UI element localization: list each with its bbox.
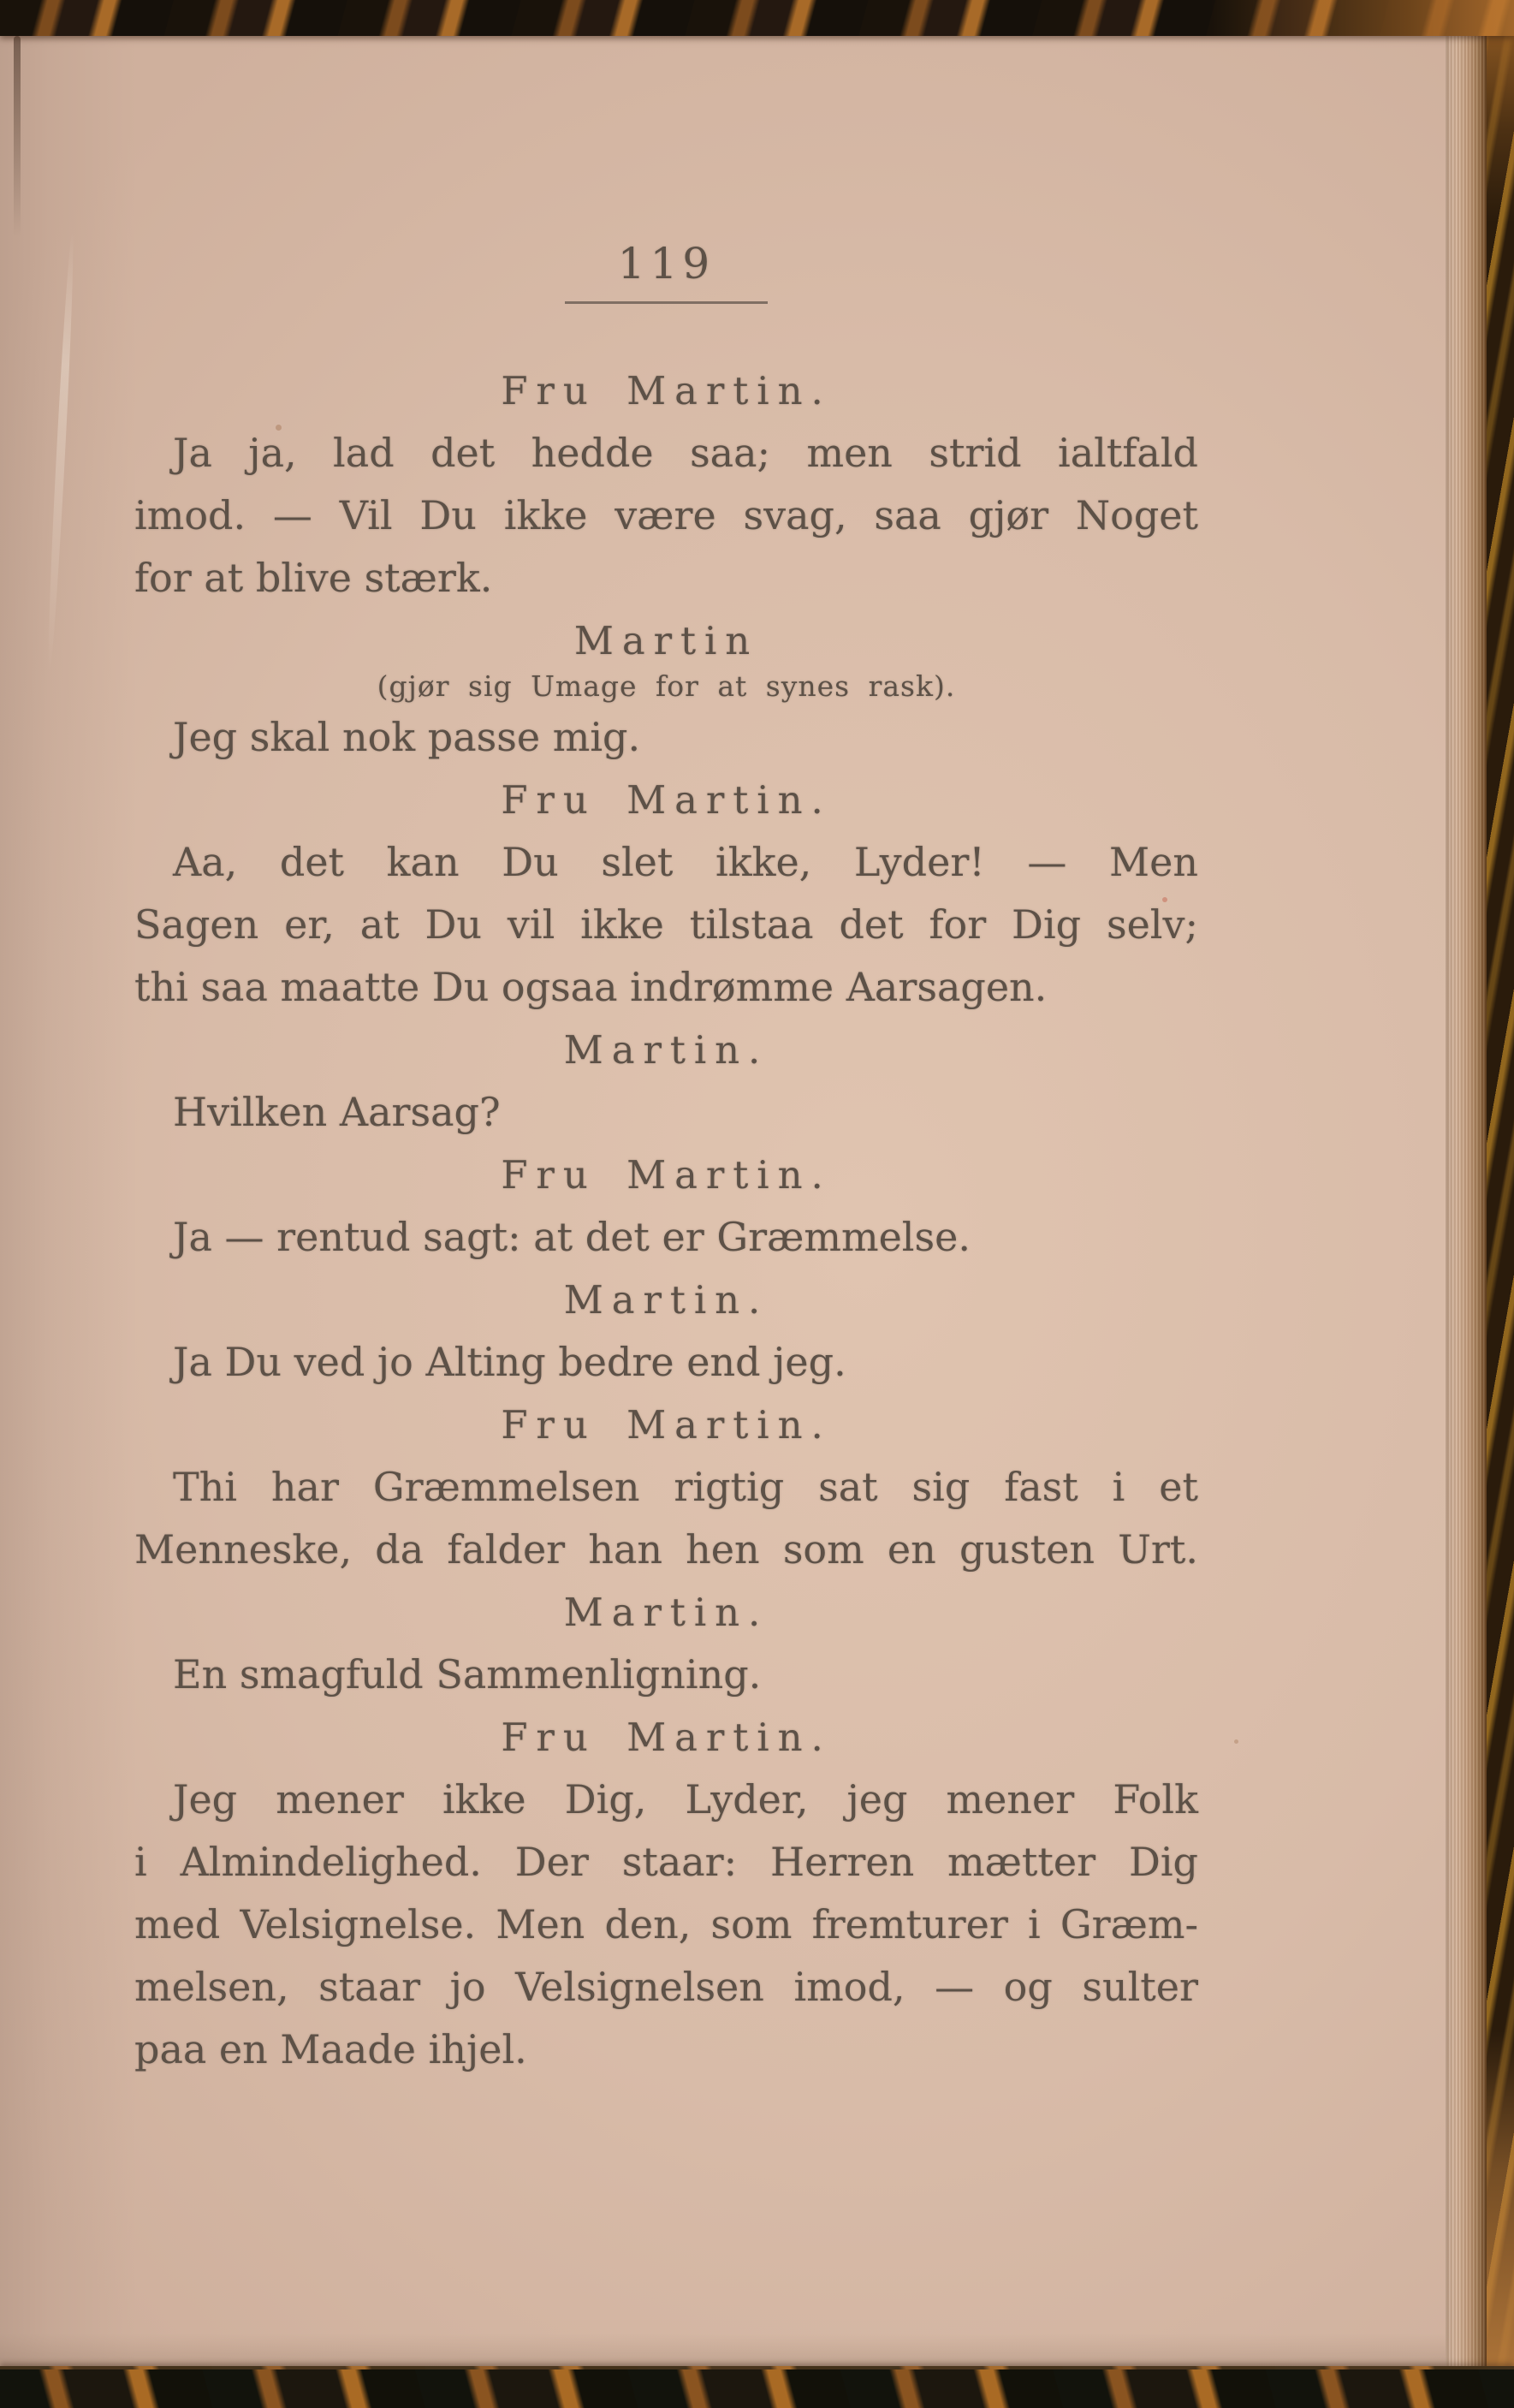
speaker-heading: Fru Martin. [501, 777, 832, 823]
page-number [134, 241, 1198, 304]
dialogue-line: Jeg skal nok passe mig. [173, 714, 641, 760]
dialogue-line: paa en Maade ihjel. [134, 2026, 527, 2072]
page-number-value: 119 [565, 241, 768, 304]
book-cover-top [0, 0, 1514, 36]
dialogue-line: med Velsignelse. Men den, som fremturer i Græm- [134, 1901, 1198, 1947]
dialogue-line: thi saa maatte Du ogsaa indrømme Aarsagen. [134, 964, 1048, 1010]
paper-fleck [1234, 1739, 1238, 1744]
speaker-heading: Fru Martin. [501, 1715, 832, 1760]
speaker-heading: Fru Martin. [501, 1402, 832, 1448]
dialogue-line: Ja Du ved jo Alting bedre end jeg. [173, 1339, 846, 1385]
page-scratch [45, 231, 76, 676]
book-cover-right [1487, 0, 1514, 2408]
dialogue-line: Hvilken Aarsag? [173, 1089, 501, 1135]
dialogue-line: imod. — Vil Du ikke være svag, saa gjør Noget [134, 492, 1198, 538]
dialogue-line: Menneske, da falder han hen som en gusten Urt. [134, 1526, 1198, 1573]
dialogue-line: i Almindelighed. Der staar: Herren mætter Dig [134, 1839, 1198, 1885]
dialogue-line: melsen, staar jo Velsignelsen imod, — og sulter [134, 1964, 1198, 2010]
page-crease [14, 36, 21, 237]
speaker-heading: Fru Martin. [501, 368, 832, 413]
dialogue-line: Sagen er, at Du vil ikke tilstaa det for Dig selv; [134, 901, 1198, 948]
speaker-heading: Fru Martin. [501, 1152, 832, 1198]
dialogue-text-block [134, 360, 1198, 2081]
dialogue-line: Thi har Græmmelsen rigtig sat sig fast i et [173, 1464, 1198, 1510]
speaker-heading: Martin. [563, 1027, 769, 1073]
dialogue-line: Jeg mener ikke Dig, Lyder, jeg mener Folk [173, 1776, 1198, 1822]
dialogue-line: Ja — rentud sagt: at det er Græmmelse. [173, 1214, 971, 1260]
stage-direction: (gjør sig Umage for at synes rask). [377, 669, 956, 703]
dialogue-line: for at blive stærk. [134, 555, 493, 601]
speaker-heading: Martin. [563, 1277, 769, 1323]
dialogue-line: Aa, det kan Du slet ikke, Lyder! — Men [173, 839, 1198, 885]
book-cover-bottom [0, 2366, 1514, 2408]
speaker-heading: Martin. [563, 1590, 769, 1635]
dialogue-line: En smagfuld Sammenligning. [173, 1651, 762, 1697]
page-edge-stack [1446, 34, 1487, 2372]
dialogue-line: Ja ja, lad det hedde saa; men strid ialtfald [173, 430, 1198, 476]
speaker-heading: Martin [573, 618, 759, 663]
